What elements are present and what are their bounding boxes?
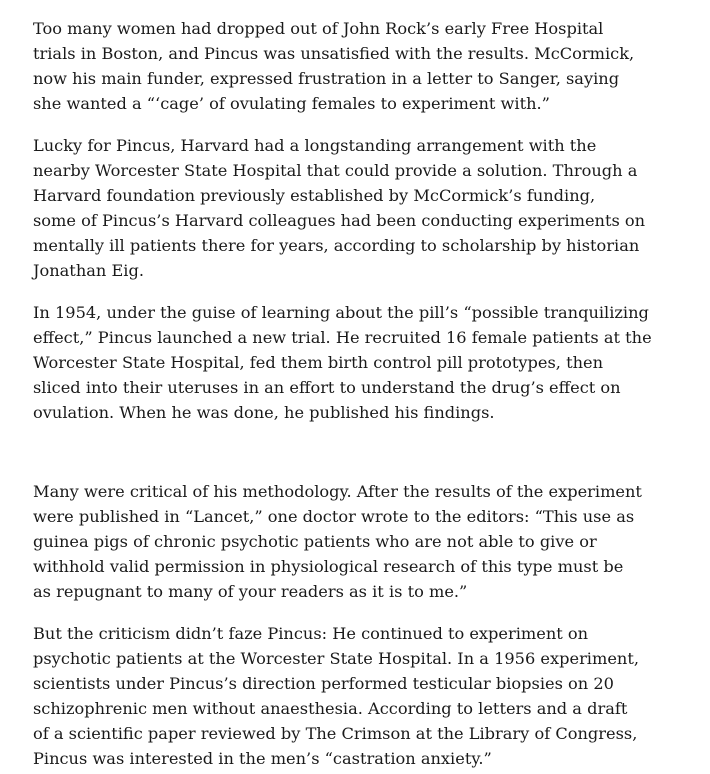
article-paragraph-2: Lucky for Pincus, Harvard had a longstanding arrangement with the nearby Worcester State Hospital that could provide a solution. Through a Harvard foundation previously established by McCormick’s funding, some of Pincus’s Harvard colleagues had been conducting experiments on mentally ill patients there for years, according to scholarship by historian Jonathan Eig. bbox=[33, 136, 646, 280]
article-paragraph-1: Too many women had dropped out of John Rock’s early Free Hospital trials in Boston, and Pincus was unsatisfied with the results. McCormick, now his main funder, expressed frustration in a letter to Sanger, saying she wanted a “‘cage’ of ovulating females to experiment with.” bbox=[33, 19, 635, 113]
article-paragraph-3: In 1954, under the guise of learning about the pill’s “possible tranquilizing effect,” Pincus launched a new trial. He recruited 16 female patients at the Worcester State Hospital, fed them birth control pill prototypes, then sliced into their uteruses in an effort to understand the drug’s effect on ovulation. When he was done, he published his findings. bbox=[33, 303, 652, 422]
article-paragraph-5: But the criticism didn’t faze Pincus: He continued to experiment on psychotic patients at the Worcester State Hospital. In a 1956 experiment, scientists under Pincus’s direction performed testicular biopsies on 20 schizophrenic men without anaesthesia. According to letters and a draft of a scientific paper reviewed by The Crimson at the Library of Congress, Pincus was interested in the men’s “castration anxiety.” bbox=[33, 624, 639, 768]
article-paragraph-4: Many were critical of his methodology. After the results of the experiment were published in “Lancet,” one doctor wrote to the editors: “This use as guinea pigs of chronic psychotic patients who are not able to give or withhold valid permission in physiological research of this type must be as repugnant to many of your readers as it is to me.” bbox=[33, 482, 642, 601]
